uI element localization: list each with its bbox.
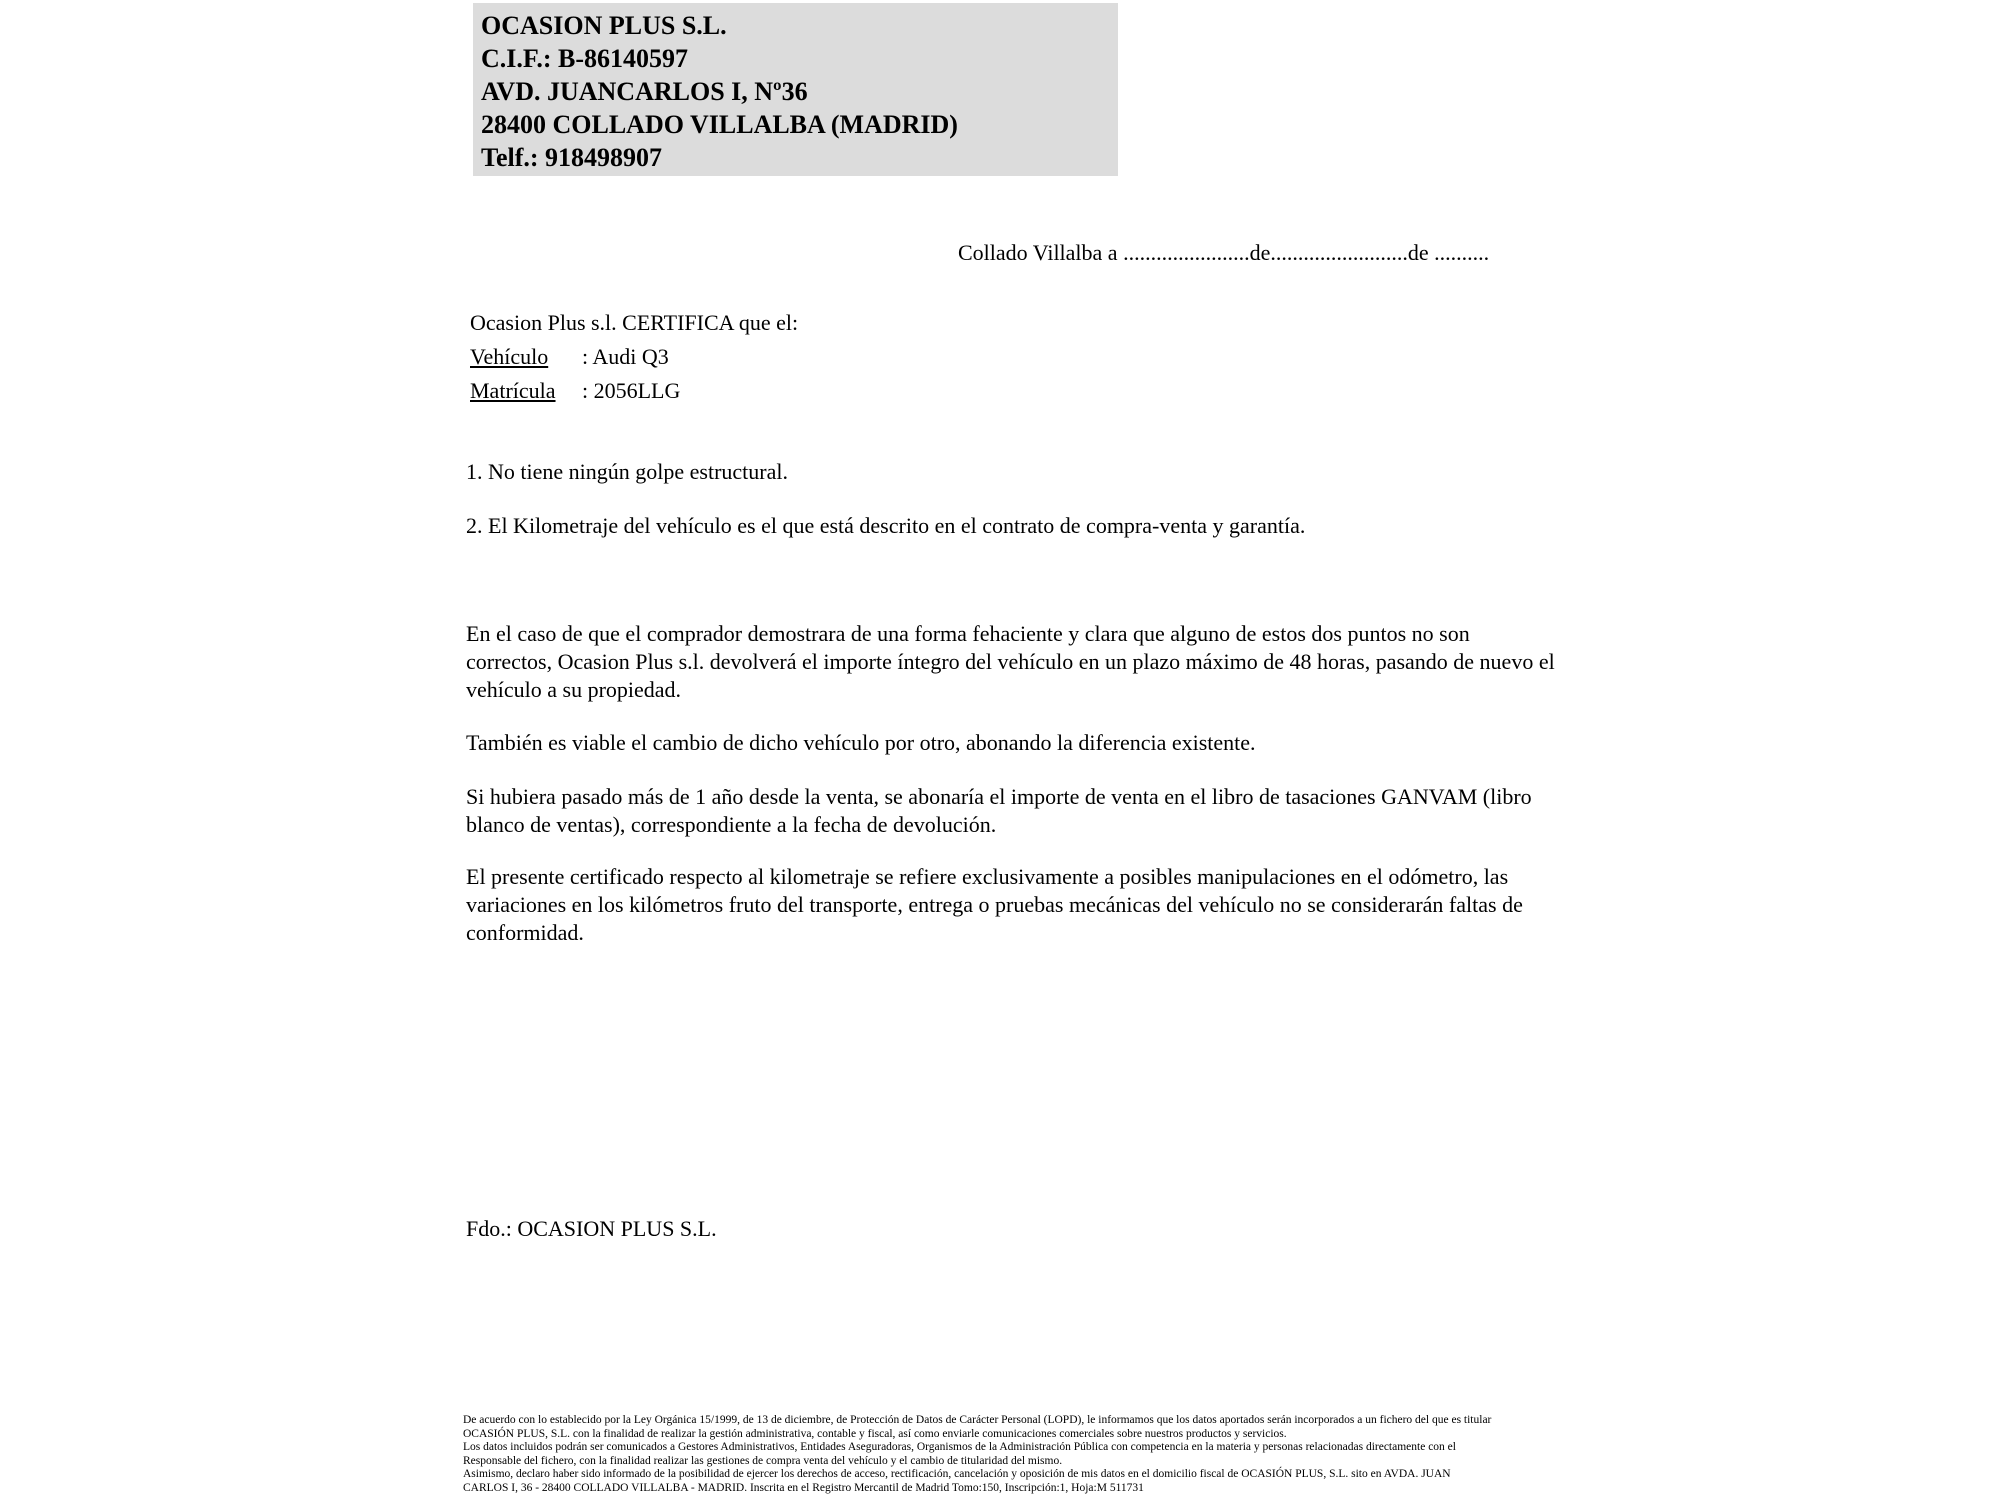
paragraph-odometer-disclaimer: El presente certificado respecto al kilometraje se refiere exclusivamente a posibles manipulaciones en el odómetro, las variaciones en los kilómetros fruto del transporte, entrega o pruebas mecánicas del vehículo no se considerarán faltas de conformidad.	[466, 864, 1523, 945]
company-name: OCASION PLUS S.L.	[481, 11, 727, 40]
legal-footer-line: CARLOS I, 36 - 28400 COLLADO VILLALBA - MADRID. Inscrita en el Registro Mercantil de Madrid Tomo:150, Inscripción:1, Hoja:M 511731	[463, 1481, 1144, 1494]
paragraph-ganvam-valuation: Si hubiera pasado más de 1 año desde la venta, se abonaría el importe de venta en el libro de tasaciones GANVAM (libro blanco de ventas), correspondiente a la fecha de devolución.	[466, 784, 1532, 837]
vehicle-label-wrap	[470, 340, 582, 374]
plate-label-wrap	[470, 374, 582, 408]
signature-line: Fdo.: OCASION PLUS S.L.	[466, 1216, 717, 1241]
legal-footer-line: Asimismo, declaro haber sido informado de la posibilidad de ejercer los derechos de acceso, rectificación, cancelación y oposición de mis datos en el domicilio fiscal de OCASIÓN PLUS, S.L. sito en AVDA. JUAN	[463, 1468, 1451, 1480]
legal-footer-line: Responsable del fichero, con la finalidad realizar las gestiones de compra venta del vehículo y el cambio de titularidad del mismo.	[463, 1454, 1063, 1467]
vehicle-label: Vehículo	[470, 344, 549, 369]
legal-footer-line: De acuerdo con lo establecido por la Ley Orgánica 15/1999, de 13 de diciembre, de Protección de Datos de Carácter Personal (LOPD), le informamos que los datos aportados serán incorporados a un fichero del que es titular	[463, 1414, 1492, 1426]
certification-intro: Ocasion Plus s.l. CERTIFICA que el:	[470, 310, 799, 335]
plate-label: Matrícula	[470, 378, 556, 403]
company-cif: C.I.F.: B-86140597	[481, 44, 689, 73]
date-line: Collado Villalba a .......................de.........................de ..........	[958, 240, 1490, 265]
company-phone: Telf.: 918498907	[481, 143, 663, 172]
legal-footer-line: OCASIÓN PLUS, S.L. con la finalidad de realizar la gestión administrativa, contable y fiscal, así como enviarle comunicaciones comerciales sobre nuestros productos y servicios.	[463, 1427, 1287, 1440]
legal-footer	[463, 1414, 1583, 1495]
plate-row	[470, 374, 798, 408]
certification-block	[470, 306, 798, 408]
plate-value: : 2056LLG	[582, 378, 681, 403]
paragraph-exchange-option: También es viable el cambio de dicho vehículo por otro, abonando la diferencia existente.	[466, 730, 1256, 755]
company-address: AVD. JUANCARLOS I, Nº36	[481, 77, 808, 106]
certified-point-1: 1. No tiene ningún golpe estructural.	[466, 459, 788, 484]
company-city: 28400 COLLADO VILLALBA (MADRID)	[481, 110, 958, 139]
legal-footer-line: Los datos incluidos podrán ser comunicados a Gestores Administrativos, Entidades Aseguradoras, Organismos de la Administración Pública con competencia en la materia y personas relacionadas directamente con el	[463, 1441, 1456, 1453]
vehicle-value: : Audi Q3	[582, 344, 669, 369]
certified-point-2: 2. El Kilometraje del vehículo es el que está descrito en el contrato de compra-venta y garantía.	[466, 513, 1306, 538]
vehicle-row	[470, 340, 798, 374]
company-header-box	[473, 3, 1118, 176]
paragraph-refund-terms: En el caso de que el comprador demostrara de una forma fehaciente y clara que alguno de estos dos puntos no son correctos, Ocasion Plus s.l. devolverá el importe íntegro del vehículo en un plazo máximo de 48 horas, pasando de nuevo el vehículo a su propiedad.	[466, 621, 1555, 702]
